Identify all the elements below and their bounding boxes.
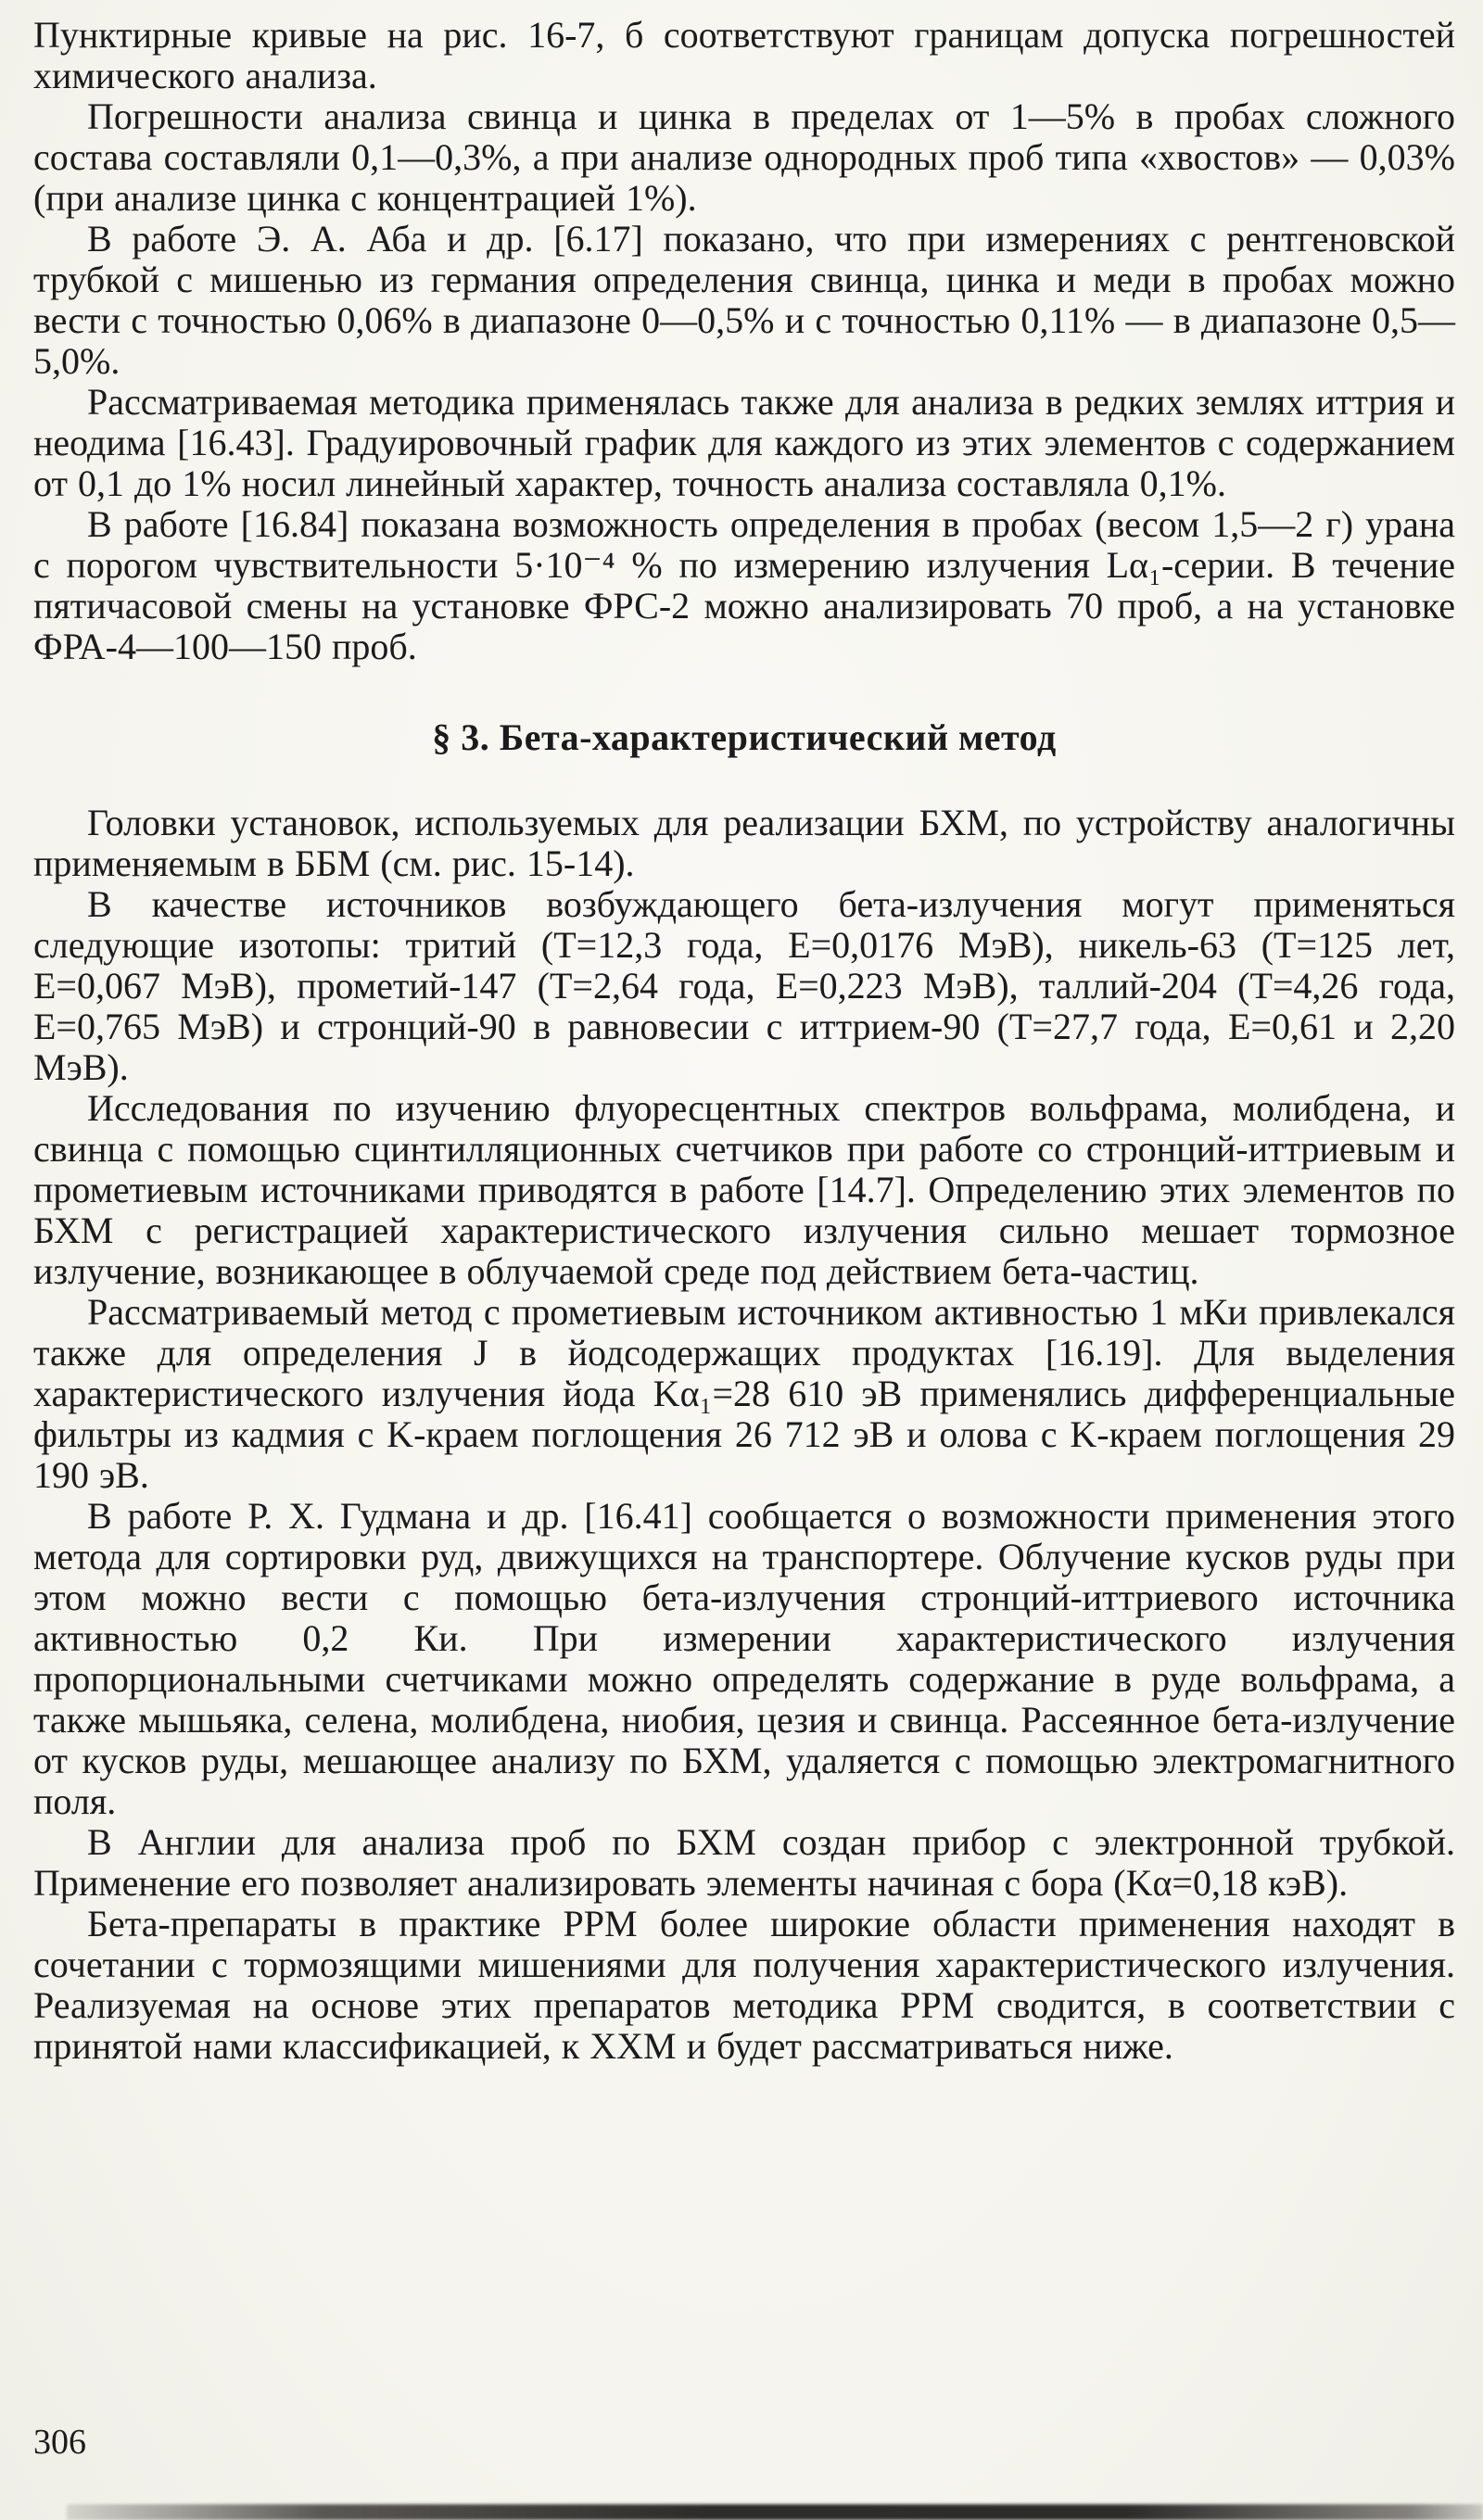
paragraph: Бета-препараты в практике РРМ более широкие области применения находят в сочетании с тормозящими мишениями для получения характеристического излучения. Реализуемая на основе этих препаратов методика РРМ сводится, в соответствии с принятой нами классификацией, к ХХМ и будет рассматриваться ниже. — [33, 1903, 1455, 2067]
page-number: 306 — [33, 2423, 86, 2462]
section-heading: § 3. Бета-характеристический метод — [432, 716, 1057, 758]
paragraph: Рассматриваемая методика применялась также для анализа в редких землях иттрия и неодима [16.43]. Градуировочный график для каждого из этих элементов с содержанием от 0,1 до 1% носил линейный характер, точность анализа составляла 0,1%. — [33, 381, 1455, 504]
upper-text-block — [33, 15, 1455, 667]
scan-edge-artifact — [67, 2504, 1483, 2520]
paragraph: Рассматриваемый метод с прометиевым источником активностью 1 мКи привлекался также для определения J в йодсодержащих продуктах [16.19]. Для выделения характеристического излучения йода Kα₁=28 610 эВ применялись дифференциальные фильтры из кадмия с K-краем поглощения 26 712 эВ и олова с K-краем поглощения 29 190 эВ. — [33, 1291, 1455, 1496]
paragraph: В работе Р. Х. Гудмана и др. [16.41] сообщается о возможности применения этого метода для сортировки руд, движущихся на транспортере. Облучение кусков руды при этом можно вести с помощью бета-излучения стронций-иттриевого источника активностью 0,2 Ки. При измерении характеристического излучения пропорциональными счетчиками можно определять содержание в руде вольфрама, а также мышьяка, селена, молибдена, ниобия, цезия и свинца. Рассеянное бета-излучение от кусков руды, мешающее анализу по БХМ, удаляется с помощью электромагнитного поля. — [33, 1495, 1455, 1822]
paragraph: Пунктирные кривые на рис. 16-7, б соответствуют границам допуска погрешностей химического анализа. — [33, 14, 1455, 96]
paragraph: Исследования по изучению флуоресцентных спектров вольфрама, молибдена, и свинца с помощью сцинтилляционных счетчиков при работе со стронций-иттриевым и прометиевым источниками приводятся в работе [14.7]. Определению этих элементов по БХМ с регистрацией характеристического излучения сильно мешает тормозное излучение, возникающее в облучаемой среде под действием бета-частиц. — [33, 1087, 1455, 1292]
paragraph: Головки установок, используемых для реализации БХМ, по устройству аналогичны применяемым в ББМ (см. рис. 15-14). — [33, 802, 1455, 884]
paragraph: В работе Э. А. Аба и др. [6.17] показано, что при измерениях с рентгеновской трубкой с мишенью из германия определения свинца, цинка и меди в пробах можно вести с точностью 0,06% в диапазоне 0—0,5% и с точностью 0,11% — в диапазоне 0,5—5,0%. — [33, 218, 1455, 382]
paragraph: В Англии для анализа проб по БХМ создан прибор с электронной трубкой. Применение его позволяет анализировать элементы начиная с бора (Kα=0,18 кэВ). — [33, 1821, 1455, 1904]
paragraph: В качестве источников возбуждающего бета-излучения могут применяться следующие изотопы: тритий (T=12,3 года, E=0,0176 МэВ), никель-63 (T=125 лет, E=0,067 МэВ), прометий-147 (T=2,64 года, E=0,223 МэВ), таллий-204 (T=4,26 года, E=0,765 МэВ) и стронций-90 в равновесии с иттрием-90 (T=27,7 года, E=0,61 и 2,20 МэВ). — [33, 883, 1455, 1088]
paragraph: В работе [16.84] показана возможность определения в пробах (весом 1,5—2 г) урана с порогом чувствительности 5·10⁻⁴ % по измерению излучения Lα₁-серии. В течение пятичасовой смены на установке ФРС-2 можно анализировать 70 проб, а на установке ФРА-4—100—150 проб. — [33, 503, 1455, 667]
paragraph: Погрешности анализа свинца и цинка в пределах от 1—5% в пробах сложного состава составляли 0,1—0,3%, а при анализе однородных проб типа «хвостов» — 0,03% (при анализе цинка с концентрацией 1%). — [33, 95, 1455, 219]
section-text-block — [33, 803, 1455, 2067]
